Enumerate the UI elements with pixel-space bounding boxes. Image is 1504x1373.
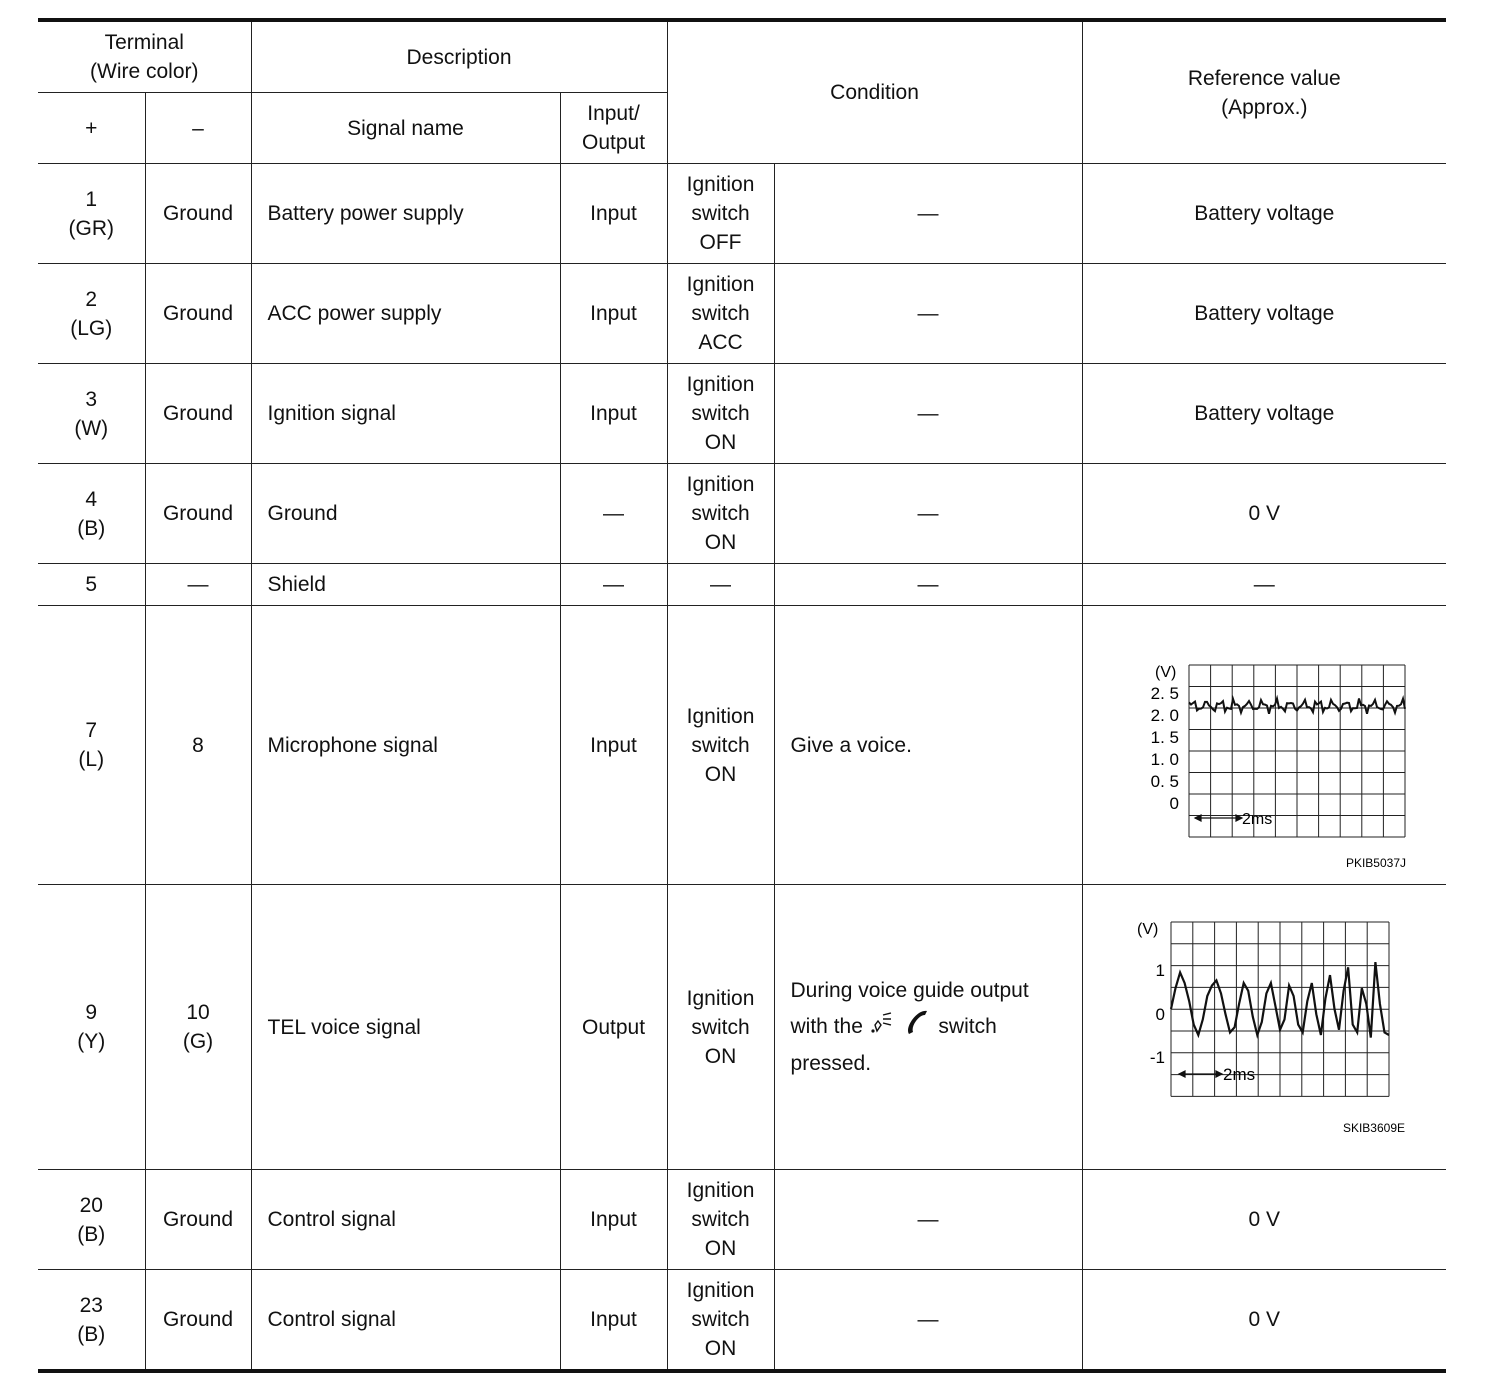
tel-ytick: 0: [1155, 1005, 1166, 1024]
reference-value: Battery voltage: [1082, 264, 1446, 364]
io-type: Input: [560, 1170, 667, 1270]
table-row: [38, 606, 1446, 885]
condition: —: [774, 264, 1082, 364]
terminal-plus: 9 (Y): [38, 885, 145, 1170]
reference-value: [1082, 606, 1446, 885]
signal-name: TEL voice signal: [251, 885, 560, 1170]
mic-ytick: 1. 0: [1150, 750, 1180, 769]
mic-ytick: 2. 5: [1150, 684, 1180, 703]
ignition-state: Ignition switch ON: [667, 1170, 774, 1270]
signal-name: Control signal: [251, 1170, 560, 1270]
tel-ytick: -1: [1150, 1048, 1166, 1067]
header-condition: Condition: [667, 20, 1082, 164]
signal-name: Battery power supply: [251, 164, 560, 264]
signal-name: Control signal: [251, 1270, 560, 1372]
terminal-minus: Ground: [145, 164, 251, 264]
condition-line-2a: with the: [790, 1014, 863, 1038]
ignition-state: —: [667, 564, 774, 606]
reference-value: 0 V: [1082, 1270, 1446, 1372]
signal-name: Microphone signal: [251, 606, 560, 885]
ignition-state: Ignition switch OFF: [667, 164, 774, 264]
terminal-plus: 20 (B): [38, 1170, 145, 1270]
io-type: Input: [560, 1270, 667, 1372]
ignition-state: Ignition switch ACC: [667, 264, 774, 364]
terminal-minus: Ground: [145, 264, 251, 364]
table-row: [38, 564, 1446, 606]
mic-timebase: 2ms: [1242, 811, 1273, 828]
table-row: [38, 464, 1446, 564]
condition: Give a voice.: [774, 606, 1082, 885]
terminal-minus: 10 (G): [145, 885, 251, 1170]
signal-name: Shield: [251, 564, 560, 606]
io-type: Input: [560, 164, 667, 264]
ignition-state: Ignition switch ON: [667, 1270, 774, 1372]
reference-value: Battery voltage: [1082, 364, 1446, 464]
terminal-minus: 8: [145, 606, 251, 885]
terminal-plus: 3 (W): [38, 364, 145, 464]
header-row-1: [38, 20, 1446, 93]
header-minus: –: [145, 93, 251, 164]
reference-value: Battery voltage: [1082, 164, 1446, 264]
condition-line-1: During voice guide output: [790, 978, 1029, 1002]
voice-guide-icon: [869, 1009, 897, 1046]
mic-ytick: 1. 5: [1150, 728, 1180, 747]
signal-name: Ground: [251, 464, 560, 564]
header-signal-name: Signal name: [251, 93, 560, 164]
terminal-plus: 2 (LG): [38, 264, 145, 364]
terminal-minus: Ground: [145, 364, 251, 464]
condition-line-3: pressed.: [790, 1051, 872, 1075]
mic-grid: [1189, 665, 1405, 837]
table-row: [38, 885, 1446, 1170]
mic-figure-code: PKIB5037J: [1346, 856, 1407, 870]
tel-ytick: 1: [1155, 961, 1166, 980]
reference-value: [1082, 885, 1446, 1170]
header-reference: Reference value (Approx.): [1082, 20, 1446, 164]
header-terminal: Terminal (Wire color): [38, 20, 251, 93]
condition-line-2b: switch: [938, 1014, 997, 1038]
signal-name: ACC power supply: [251, 264, 560, 364]
io-type: Output: [560, 885, 667, 1170]
header-plus: +: [38, 93, 145, 164]
io-type: Input: [560, 364, 667, 464]
microphone-waveform: [1099, 635, 1429, 870]
signal-name: Ignition signal: [251, 364, 560, 464]
terminal-minus: Ground: [145, 1170, 251, 1270]
table-row: [38, 364, 1446, 464]
table-row: [38, 1270, 1446, 1372]
io-type: Input: [560, 606, 667, 885]
terminal-minus: Ground: [145, 1270, 251, 1372]
terminal-plus: 1 (GR): [38, 164, 145, 264]
io-type: —: [560, 564, 667, 606]
mic-unit-label: (V): [1155, 664, 1177, 681]
condition: —: [774, 364, 1082, 464]
terminal-plus: 7 (L): [38, 606, 145, 885]
tel-unit-label: (V): [1137, 921, 1159, 938]
table-row: [38, 1170, 1446, 1270]
io-type: Input: [560, 264, 667, 364]
mic-ytick: 0: [1169, 794, 1180, 813]
phone-icon: [903, 1008, 933, 1047]
condition: —: [774, 1170, 1082, 1270]
header-description: Description: [251, 20, 667, 93]
mic-ytick: 2. 0: [1150, 706, 1180, 725]
terminal-minus: Ground: [145, 464, 251, 564]
reference-value: —: [1082, 564, 1446, 606]
header-input-output: Input/ Output: [560, 93, 667, 164]
condition: —: [774, 1270, 1082, 1372]
reference-value: 0 V: [1082, 1170, 1446, 1270]
condition: —: [774, 564, 1082, 606]
io-type: —: [560, 464, 667, 564]
table-row: [38, 264, 1446, 364]
table-row: [38, 164, 1446, 264]
ignition-state: Ignition switch ON: [667, 606, 774, 885]
terminal-plus: 23 (B): [38, 1270, 145, 1372]
tel-timebase: 2ms: [1223, 1065, 1256, 1084]
terminal-minus: —: [145, 564, 251, 606]
reference-value: 0 V: [1082, 464, 1446, 564]
tel-timebase-arrow: [1179, 1071, 1222, 1077]
tel-voice-waveform: [1099, 914, 1429, 1140]
terminal-plus: 4 (B): [38, 464, 145, 564]
condition: [774, 885, 1082, 1170]
ignition-state: Ignition switch ON: [667, 885, 774, 1170]
tel-figure-code: SKIB3609E: [1343, 1121, 1406, 1135]
ignition-state: Ignition switch ON: [667, 464, 774, 564]
ignition-state: Ignition switch ON: [667, 364, 774, 464]
terminal-spec-table: [38, 18, 1446, 1373]
condition: —: [774, 464, 1082, 564]
mic-ytick: 0. 5: [1150, 772, 1180, 791]
condition: —: [774, 164, 1082, 264]
terminal-plus: 5: [38, 564, 145, 606]
